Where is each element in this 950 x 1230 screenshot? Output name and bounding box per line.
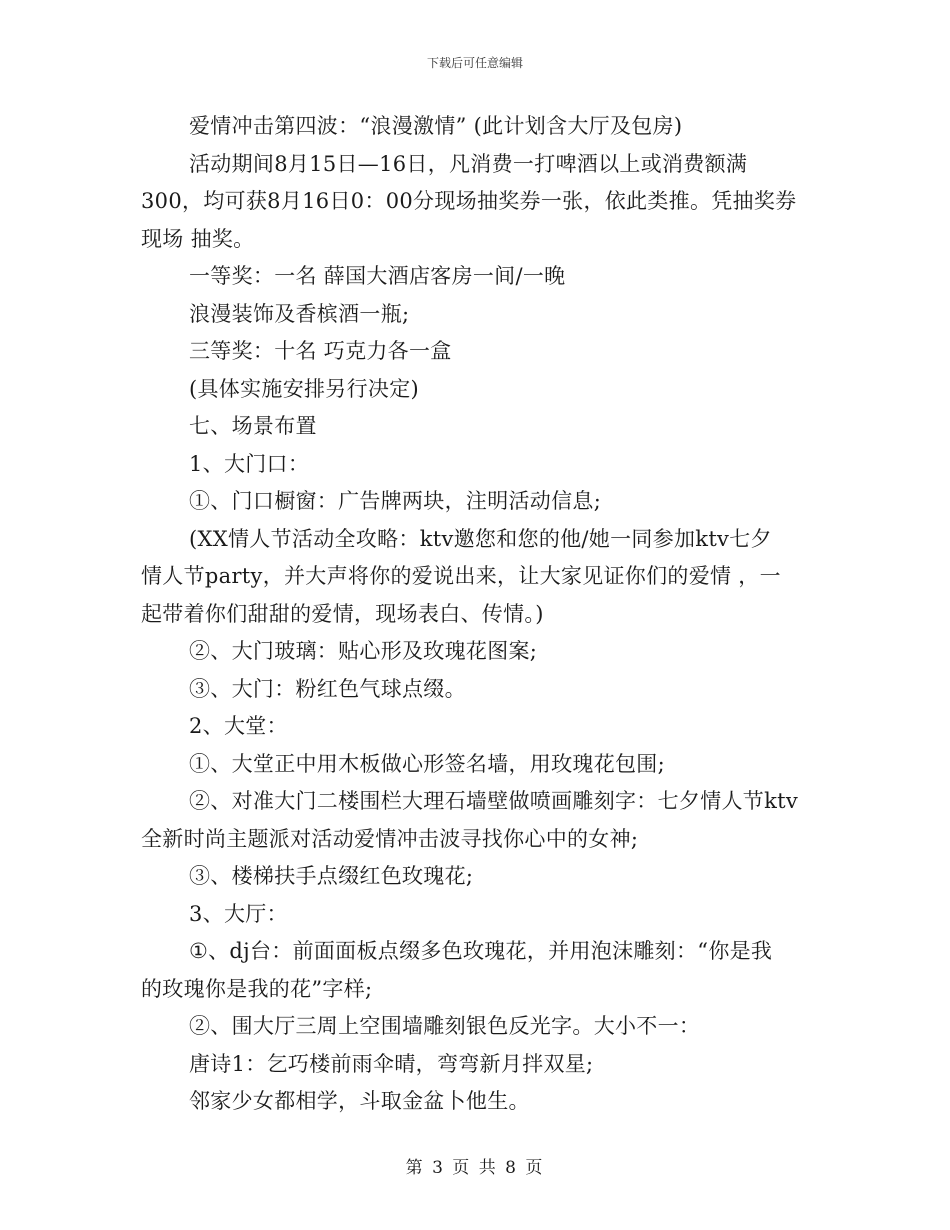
- paragraph-line: 浪漫装饰及香槟酒一瓶;: [189, 301, 410, 326]
- paragraph-line: 300，均可获8月16日0：00分现场抽奖券一张，依此类推。凭抽奖券: [141, 189, 797, 213]
- page-header-note: 下载后可任意编辑: [426, 56, 523, 70]
- section-heading: 七、场景布置: [189, 414, 317, 438]
- paragraph-line: 的玫瑰你是我的花”字样;: [141, 976, 373, 1001]
- paragraph-line: (XX情人节活动全攻略：ktv邀您和您的他/她一同参加ktv七夕: [189, 526, 772, 551]
- paragraph-line: 起带着你们甜甜的爱情，现场表白、传情。): [141, 601, 544, 626]
- subsection-heading: 2、大堂：: [189, 714, 288, 738]
- paragraph-line: ①、大堂正中用木板做心形签名墙，用玫瑰花包围;: [189, 751, 665, 776]
- paragraph-line: ①、门口橱窗：广告牌两块，注明活动信息;: [189, 489, 602, 513]
- document-body: [141, 108, 813, 1121]
- paragraph-line: 全新时尚主题派对活动爱情冲击波寻找你心中的女神;: [141, 826, 639, 851]
- subsection-heading: 1、大门口：: [189, 451, 310, 476]
- poem-line: 邻家少女都相学，斗取金盆卜他生。: [189, 1089, 530, 1113]
- paragraph-line: 三等奖：十名 巧克力各一盒: [189, 339, 452, 363]
- paragraph-line: ③、楼梯扶手点缀红色玫瑰花;: [189, 864, 474, 888]
- paragraph-line: 现场 抽奖。: [141, 226, 255, 251]
- page-number-footer: 第 3 页 共 8 页: [405, 1158, 545, 1178]
- paragraph-line: 一等奖：一名 薛国大酒店客房一间/一晚: [189, 264, 566, 288]
- paragraph-line: 爱情冲击第四波：“浪漫激情” (此计划含大厅及包房): [189, 114, 683, 138]
- paragraph-line: ②、对准大门二楼围栏大理石墙壁做喷画雕刻字：七夕情人节ktv: [189, 789, 799, 813]
- subsection-heading: 3、大厅：: [189, 901, 288, 926]
- paragraph-line: 活动期间8月15日—16日，凡消费一打啤酒以上或消费额满: [189, 151, 748, 176]
- paragraph-line: ②、围大厅三周上空围墙雕刻银色反光字。大小不一：: [189, 1014, 701, 1038]
- poem-line: 唐诗1：乞巧楼前雨伞晴，弯弯新月拌双星;: [189, 1051, 594, 1076]
- paragraph-line: (具体实施安排另行决定): [189, 376, 419, 401]
- paragraph-line: 情人节party，并大声将你的爱说出来，让大家见证你们的爱情 ，一: [141, 564, 781, 588]
- paragraph-line: ③、大门：粉红色气球点缀。: [189, 676, 466, 701]
- paragraph-line: ①、dj台：前面面板点缀多色玫瑰花，并用泡沫雕刻：“你是我: [189, 939, 773, 963]
- paragraph-line: ②、大门玻璃：贴心形及玫瑰花图案;: [189, 639, 538, 663]
